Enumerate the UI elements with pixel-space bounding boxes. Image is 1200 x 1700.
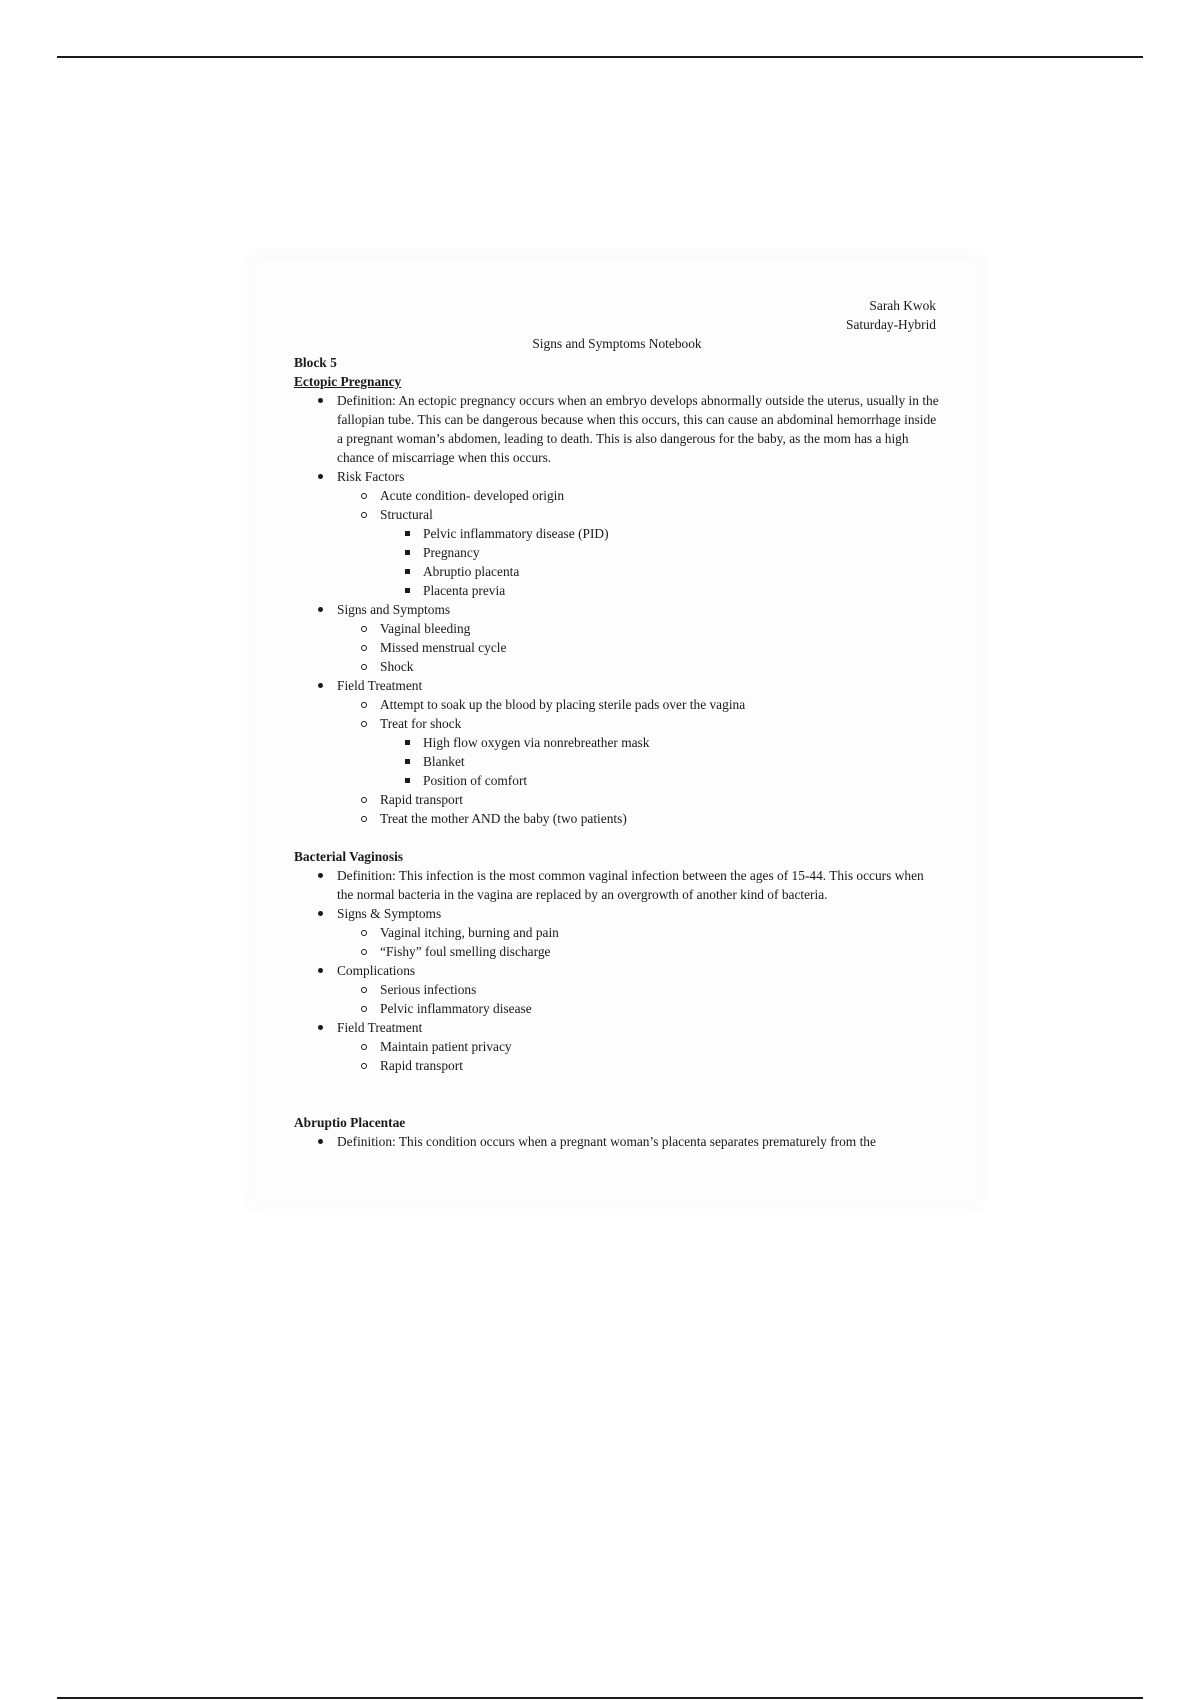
sublist	[380, 524, 940, 600]
list-item	[337, 790, 940, 809]
list-item-text: “Fishy” foul smelling discharge	[380, 944, 551, 959]
list-item	[380, 771, 940, 790]
sublist	[337, 486, 940, 600]
list-item	[380, 752, 940, 771]
list-item	[337, 619, 940, 638]
list-item	[380, 733, 940, 752]
bv-field-treatment: Field Treatment	[337, 1020, 423, 1035]
bottom-rule	[57, 1697, 1143, 1699]
list-item	[337, 923, 940, 942]
list-item-text: Treat for shock	[380, 716, 462, 731]
list-item	[337, 1037, 940, 1056]
document-page	[254, 258, 976, 1202]
top-rule	[57, 56, 1143, 58]
list-item-text: Position of comfort	[423, 773, 528, 788]
list-item	[337, 638, 940, 657]
list-item	[294, 391, 940, 467]
section-title-ectopic: Ectopic Pregnancy	[294, 374, 402, 389]
list-item	[294, 1132, 940, 1151]
list-item-text: Placenta previa	[423, 583, 506, 598]
bv-list	[294, 866, 940, 1075]
list-item	[337, 980, 940, 999]
section-title-abruptio: Abruptio Placentae	[294, 1115, 406, 1130]
list-item	[294, 600, 940, 676]
ectopic-definition: Definition: An ectopic pregnancy occurs when an embryo develops abnormally outside the uterus, usually in the fallopian tube. This can be dangerous because when this occurs, this can cause an abdominal hemorrhage inside a pregnant woman’s abdomen, leading to death. This is also dangerous for the baby, as the mom has a high chance of miscarriage when this occurs.	[337, 393, 939, 465]
list-item	[337, 809, 940, 828]
list-item-text: Vaginal itching, burning and pain	[380, 925, 559, 940]
list-item	[294, 904, 940, 961]
document-title: Signs and Symptoms Notebook	[532, 336, 702, 351]
abruptio-definition: Definition: This condition occurs when a pregnant woman’s placenta separates prematurely from the	[337, 1134, 876, 1149]
sublist	[337, 619, 940, 676]
list-item-text: High flow oxygen via nonrebreather mask	[423, 735, 650, 750]
list-item-text: Serious infections	[380, 982, 477, 997]
list-item-text: Maintain patient privacy	[380, 1039, 512, 1054]
list-item-text: Structural	[380, 507, 433, 522]
list-item	[337, 505, 940, 600]
list-item	[337, 714, 940, 790]
bv-signs: Signs & Symptoms	[337, 906, 442, 921]
sublist	[337, 923, 940, 961]
list-item	[380, 543, 940, 562]
list-item	[380, 581, 940, 600]
author-name: Sarah Kwok	[869, 298, 936, 313]
abruptio-list	[294, 1132, 940, 1151]
bv-definition: Definition: This infection is the most common vaginal infection between the ages of 15-44. This occurs when the normal bacteria in the vagina are replaced by an overgrowth of another kind of bacteria.	[337, 868, 924, 902]
list-item-text: Abruptio placenta	[423, 564, 520, 579]
ectopic-risk-factors: Risk Factors	[337, 469, 405, 484]
section-title-bv: Bacterial Vaginosis	[294, 849, 403, 864]
document-content	[294, 296, 940, 1151]
list-item-text: Vaginal bleeding	[380, 621, 471, 636]
class-name: Saturday-Hybrid	[846, 317, 936, 332]
list-item-text: Rapid transport	[380, 792, 463, 807]
list-item-text: Pregnancy	[423, 545, 480, 560]
bv-complications: Complications	[337, 963, 416, 978]
list-item	[337, 999, 940, 1018]
list-item	[294, 866, 940, 904]
ectopic-list	[294, 391, 940, 828]
sublist	[380, 733, 940, 790]
list-item	[294, 961, 940, 1018]
list-item-text: Pelvic inflammatory disease (PID)	[423, 526, 609, 541]
sublist	[337, 695, 940, 828]
list-item-text: Pelvic inflammatory disease	[380, 1001, 532, 1016]
list-item	[337, 942, 940, 961]
list-item	[294, 1018, 940, 1075]
ectopic-field-treatment: Field Treatment	[337, 678, 423, 693]
ectopic-signs: Signs and Symptoms	[337, 602, 451, 617]
list-item-text: Attempt to soak up the blood by placing sterile pads over the vagina	[380, 697, 746, 712]
list-item-text: Rapid transport	[380, 1058, 463, 1073]
list-item	[337, 657, 940, 676]
sublist	[337, 980, 940, 1018]
list-item	[380, 562, 940, 581]
list-item	[294, 467, 940, 600]
block-label: Block 5	[294, 355, 337, 370]
list-item	[380, 524, 940, 543]
spacer	[294, 828, 940, 847]
list-item-text: Shock	[380, 659, 414, 674]
list-item	[337, 486, 940, 505]
list-item	[337, 695, 940, 714]
list-item	[337, 1056, 940, 1075]
list-item-text: Acute condition- developed origin	[380, 488, 565, 503]
list-item-text: Treat the mother AND the baby (two patients)	[380, 811, 627, 826]
sublist	[337, 1037, 940, 1075]
list-item-text: Missed menstrual cycle	[380, 640, 507, 655]
list-item-text: Blanket	[423, 754, 465, 769]
spacer	[294, 1075, 940, 1113]
list-item	[294, 676, 940, 828]
